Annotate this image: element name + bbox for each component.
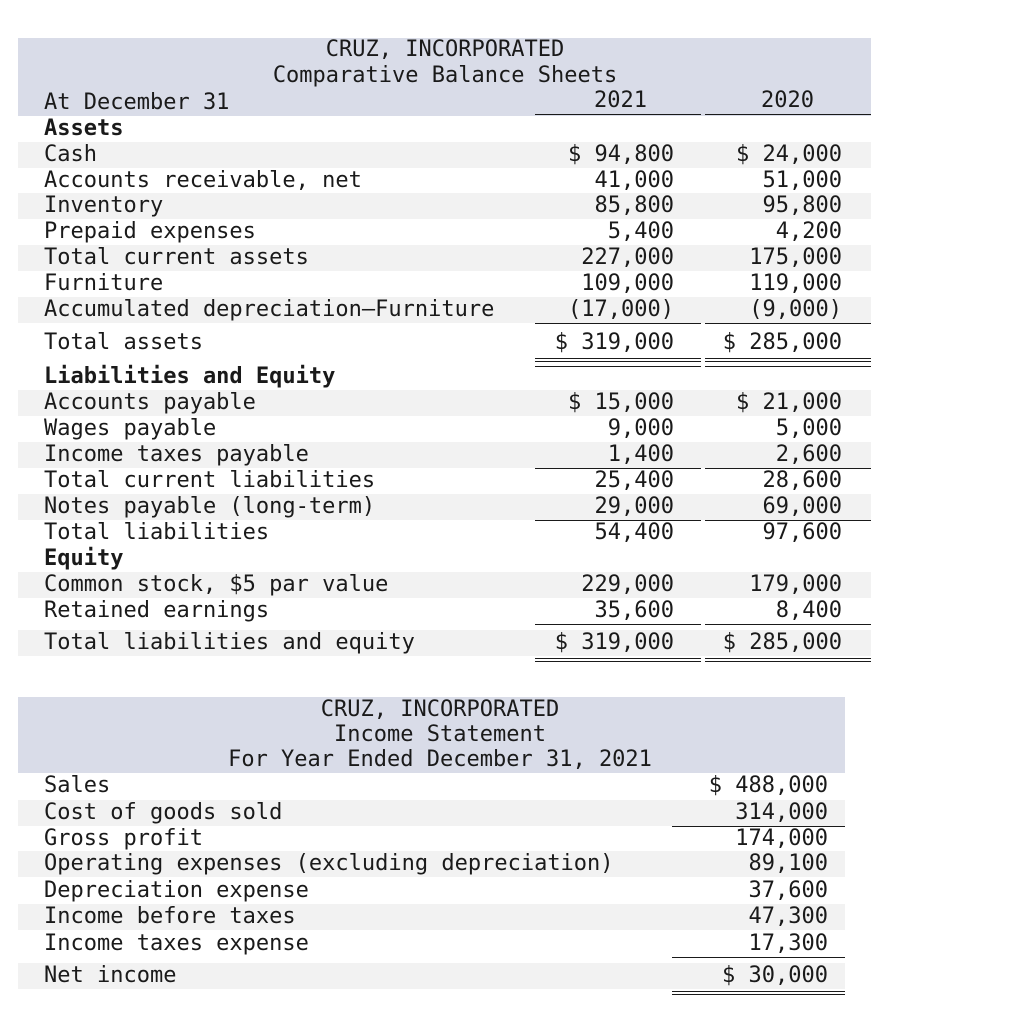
row-label: Prepaid expenses <box>44 219 256 244</box>
row-net-income <box>18 963 845 989</box>
row-cost-of-goods-sold <box>18 800 845 826</box>
row-label: Total assets <box>44 330 203 355</box>
row-value: 89,100 <box>748 851 828 876</box>
equity-heading: Equity <box>44 546 124 571</box>
value-2020: 5,000 <box>775 416 842 441</box>
row-value: 47,300 <box>748 904 828 929</box>
row-income-taxes-expense <box>18 931 845 957</box>
value-2020: (9,000) <box>749 297 842 322</box>
row-label: Income taxes payable <box>44 442 309 467</box>
row-label: Cash <box>44 142 97 167</box>
row-value: 314,000 <box>735 800 828 825</box>
value-2021: 9,000 <box>607 416 674 441</box>
row-gross-profit <box>18 826 845 852</box>
value-2021: 29,000 <box>594 494 674 519</box>
value-2021: 1,400 <box>607 442 674 467</box>
row-label: Cost of goods sold <box>44 800 283 825</box>
value-2021: 41,000 <box>594 168 674 193</box>
value-2020: 97,600 <box>762 520 842 545</box>
value-2020: 179,000 <box>749 572 842 597</box>
row-label: Retained earnings <box>44 598 270 623</box>
value-2020: 175,000 <box>749 245 842 270</box>
value-2020: $ 285,000 <box>722 330 842 355</box>
value-2021: 5,400 <box>607 219 674 244</box>
row-label: Common stock, $5 par value <box>44 572 389 597</box>
row-sales <box>18 773 845 799</box>
value-2021: $ 94,800 <box>568 142 674 167</box>
balance-title: Comparative Balance Sheets <box>272 63 618 88</box>
value-2020: 8,400 <box>775 598 842 623</box>
row-value: 37,600 <box>748 878 828 903</box>
value-2021: $ 319,000 <box>554 330 674 355</box>
row-label: Income before taxes <box>44 904 296 929</box>
value-2020: 51,000 <box>762 168 842 193</box>
col-header-2020: 2020 <box>761 88 814 113</box>
value-2021: 54,400 <box>594 520 674 545</box>
row-label: Accounts payable <box>44 390 256 415</box>
row-label: Notes payable (long-term) <box>44 494 376 519</box>
row-value: 17,300 <box>748 931 828 956</box>
value-2021: $ 319,000 <box>554 630 674 655</box>
balance-date-label: At December 31 <box>44 90 230 115</box>
value-2021: 227,000 <box>581 245 674 270</box>
row-depreciation-expense <box>18 878 845 904</box>
row-label: Operating expenses (excluding depreciation) <box>44 851 614 876</box>
row-label: Total current assets <box>44 245 309 270</box>
value-2021: (17,000) <box>568 297 674 322</box>
row-label: Accumulated depreciation–Furniture <box>44 297 495 322</box>
value-2021: $ 15,000 <box>568 390 674 415</box>
value-2020: 28,600 <box>762 468 842 493</box>
row-label: Wages payable <box>44 416 217 441</box>
value-2020: $ 285,000 <box>722 630 842 655</box>
row-label: Accounts receivable, net <box>44 168 362 193</box>
row-value: $ 488,000 <box>708 773 828 798</box>
row-label: Depreciation expense <box>44 878 309 903</box>
value-underline <box>672 991 845 995</box>
value-2020: 69,000 <box>762 494 842 519</box>
income-company-name: CRUZ, INCORPORATED <box>320 697 560 722</box>
liabilities-equity-heading: Liabilities and Equity <box>44 364 336 389</box>
value-2020: 4,200 <box>775 219 842 244</box>
col-header-2021: 2021 <box>594 88 647 113</box>
value-2021: 25,400 <box>594 468 674 493</box>
value-2020: 119,000 <box>749 271 842 296</box>
value-2020: $ 21,000 <box>736 390 842 415</box>
value-2021: 109,000 <box>581 271 674 296</box>
row-value: 174,000 <box>735 826 828 851</box>
value-2020: 95,800 <box>762 193 842 218</box>
row-label: Inventory <box>44 193 164 218</box>
value-2020: $ 24,000 <box>736 142 842 167</box>
row-label: Total liabilities and equity <box>44 630 415 655</box>
row-label: Net income <box>44 963 177 988</box>
row-label: Gross profit <box>44 826 203 851</box>
value-2020: 2,600 <box>775 442 842 467</box>
value-2021: 229,000 <box>581 572 674 597</box>
row-label: Total liabilities <box>44 520 270 545</box>
income-title: Income Statement <box>334 722 546 747</box>
assets-heading: Assets <box>44 116 124 141</box>
value-2021: 85,800 <box>594 193 674 218</box>
row-label: Income taxes expense <box>44 931 309 956</box>
row-label: Furniture <box>44 271 164 296</box>
income-period: For Year Ended December 31, 2021 <box>228 747 652 772</box>
value-underline <box>672 957 845 958</box>
row-value: $ 30,000 <box>722 963 828 988</box>
value-2021: 35,600 <box>594 598 674 623</box>
row-income-before-taxes <box>18 904 845 930</box>
row-label: Sales <box>44 773 111 798</box>
balance-company-name: CRUZ, INCORPORATED <box>325 37 565 62</box>
row-label: Total current liabilities <box>44 468 376 493</box>
row-operating-expenses <box>18 851 845 877</box>
